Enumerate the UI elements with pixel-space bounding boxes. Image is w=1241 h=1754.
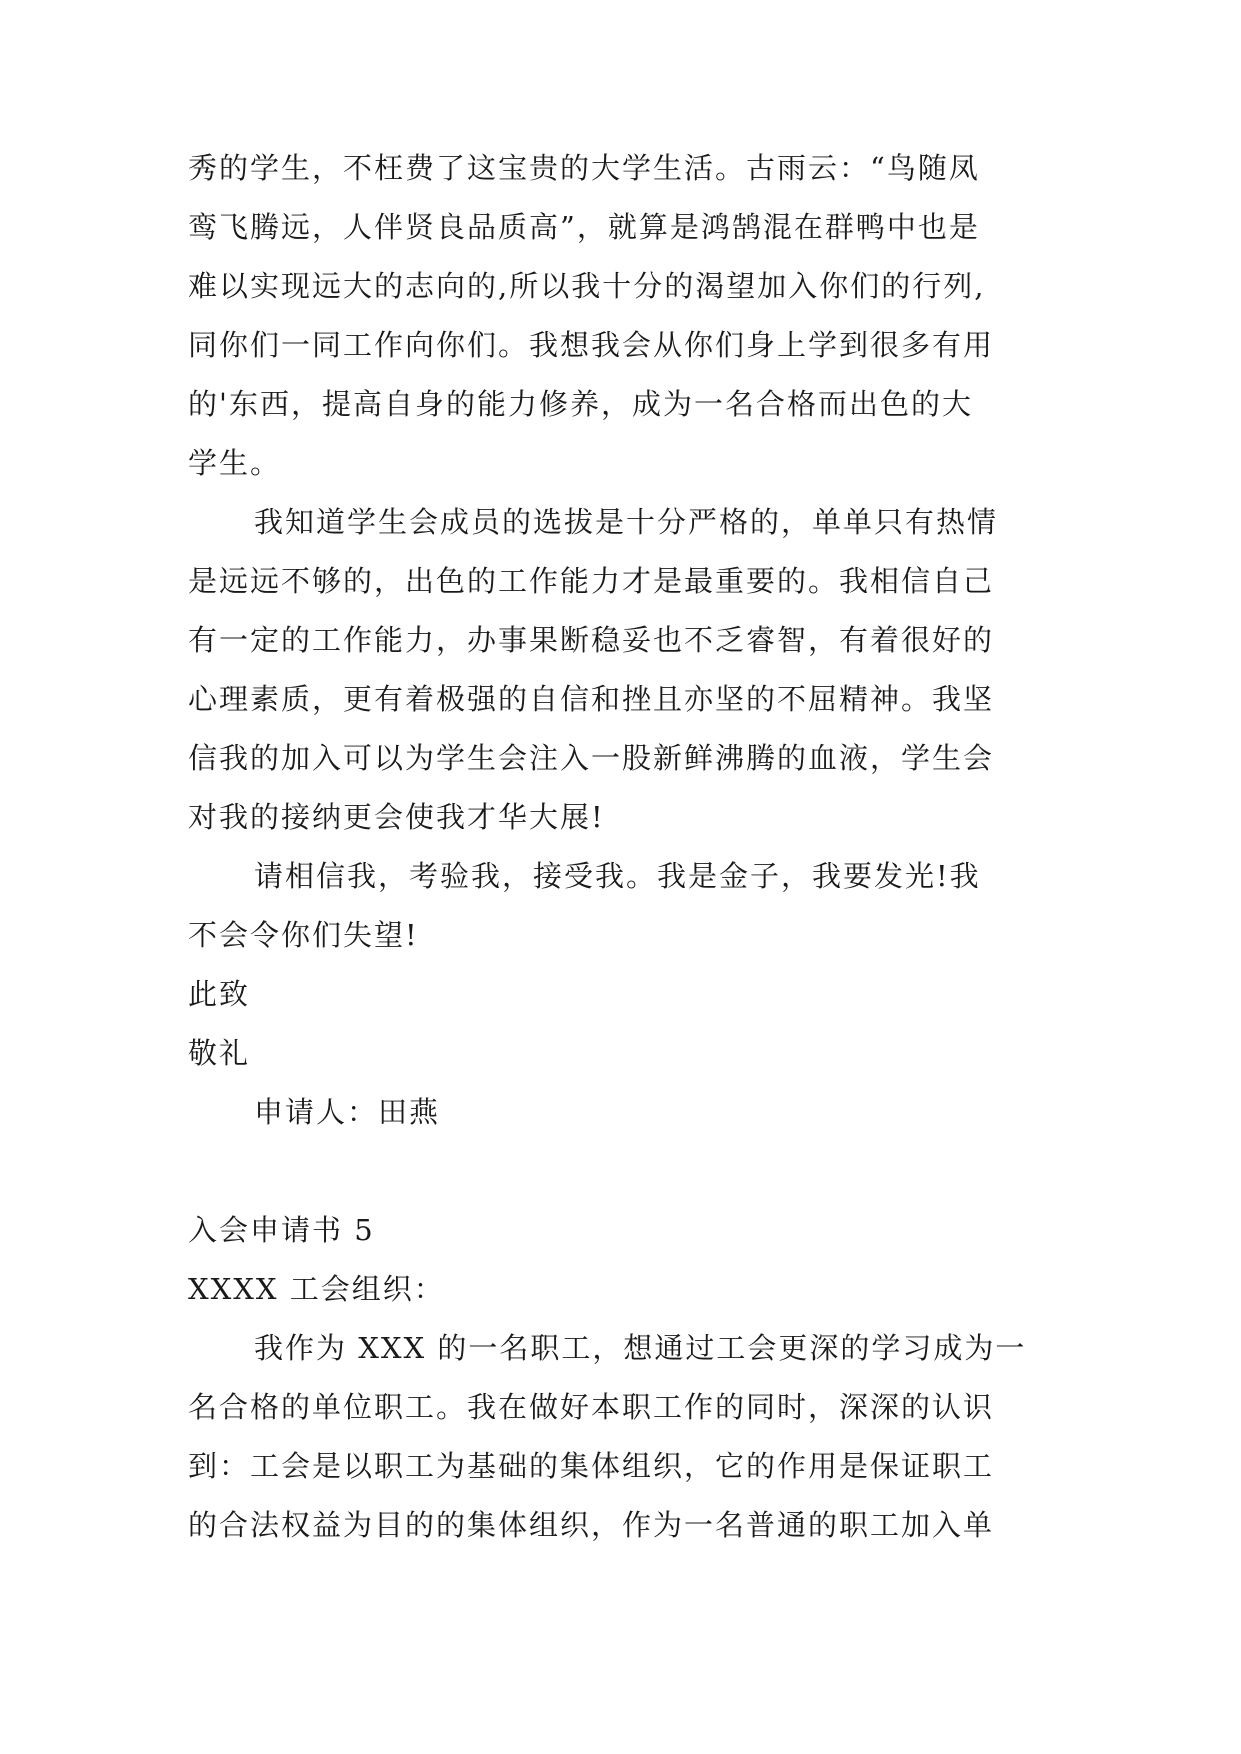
- paragraph-line: 心理素质，更有着极强的自信和挫且亦坚的不屈精神。我坚: [188, 682, 995, 716]
- closing-line: 敬礼: [188, 1036, 251, 1070]
- paragraph-line: 的'东西，提高自身的能力修养，成为一名合格而出色的大: [188, 387, 973, 421]
- paragraph-line: 对我的接纳更会使我才华大展!: [188, 800, 605, 834]
- paragraph-line: 秀的学生，不枉费了这宝贵的大学生活。古雨云：“鸟随凤: [188, 151, 980, 185]
- paragraph-line: 的合法权益为目的的集体组织，作为一名普通的职工加入单: [188, 1508, 995, 1542]
- signature-line: 申请人：田燕: [254, 1095, 441, 1129]
- salutation-line: XXXX 工会组织：: [188, 1272, 445, 1306]
- paragraph-line: 同你们一同工作向你们。我想我会从你们身上学到很多有用: [188, 328, 995, 362]
- paragraph-line: 名合格的单位职工。我在做好本职工作的同时，深深的认识: [188, 1390, 995, 1424]
- paragraph-line: 信我的加入可以为学生会注入一股新鲜沸腾的血液，学生会: [188, 741, 995, 775]
- section-title: 入会申请书 5: [188, 1213, 375, 1247]
- paragraph-line: 我知道学生会成员的选拔是十分严格的，单单只有热情: [254, 505, 999, 539]
- paragraph-line: 请相信我，考验我，接受我。我是金子，我要发光!我: [254, 859, 981, 893]
- paragraph-line: 我作为 XXX 的一名职工，想通过工会更深的学习成为一: [254, 1331, 1027, 1365]
- paragraph-line: 有一定的工作能力，办事果断稳妥也不乏睿智，有着很好的: [188, 623, 995, 657]
- closing-line: 此致: [188, 977, 251, 1011]
- paragraph-line: 鸾飞腾远，人伴贤良品质高”，就算是鸿鹄混在群鸭中也是: [188, 210, 980, 244]
- paragraph-line: 学生。: [188, 446, 282, 480]
- paragraph-line: 到：工会是以职工为基础的集体组织，它的作用是保证职工: [188, 1449, 995, 1483]
- paragraph-line: 不会令你们失望!: [188, 918, 419, 952]
- paragraph-line: 难以实现远大的志向的,所以我十分的渴望加入你们的行列,: [188, 269, 986, 303]
- paragraph-line: 是远远不够的，出色的工作能力才是最重要的。我相信自己: [188, 564, 995, 598]
